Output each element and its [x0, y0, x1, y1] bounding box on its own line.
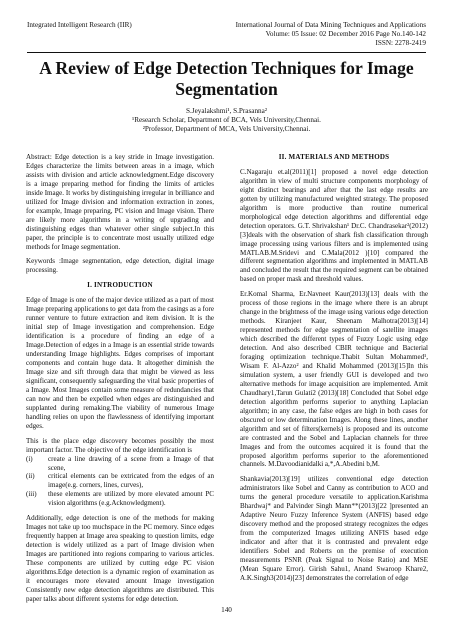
journal-header-right: International Journal of Data Mining Techniques and Applications Volume: 05 Issue: 02 December 2016 Page No.140-142 ISSN: 2278-2419	[235, 21, 426, 47]
paper-title: A Review of Edge Detection Techniques for Image Segmentation	[39, 58, 414, 99]
list-item-text: create a line drawing of a scene from a Image of that scene,	[48, 454, 214, 472]
objective-list	[26, 455, 214, 509]
methods-paragraph-3: Shankavia(2013)[19] utilizes conventional edge detection administrators like Sobel and Canny as contribution to ACO and turns the general procedure versatile to application.Karishma Bhardwaj* and Palvinder Singh Mann**(2013)[22 ]presented an Adaptive Neuro Fuzzy Inference System (ANFIS) based edge discovery method and the proposed strategy recognizes the edges from the computerized Images utilizing ANFIS based edge indicator and after that it is contrasted and prevalent edge identifiers Sobel and Roberts on the premise of execution measurements PSNR (Peak Signal to Noise Ratio) and MSE (Mean Square Error). Girish Sahu1, Anand Swaroop Khare2, A.K.Singh3(2014)[23] demonstrates the correlation of edge	[240, 475, 428, 582]
author-block	[27, 107, 426, 135]
list-item	[26, 455, 214, 473]
author-affiliation-2: ²Professor, Department of MCA, Vels University,Chennai.	[142, 125, 311, 134]
section-heading-materials-methods: II. MATERIALS AND METHODS	[278, 153, 390, 161]
abstract: Abstract: Edge detection is a key stride in Image investigation. Edges characterize the limits between areas in a image, which assists with division and article acknowledgment.Edge discovery is a image preparing method for finding the limits of articles inside Image. It works by distinguishing irregular in brilliance and utilized for Image division and information extraction in zones, for example, Image preparing, PC vision and Image vision. There are likely more algorithms in a writing of upgrading and distinguishing edges than whatever other single subject.In this paper, the principle is to concentrate most usually utilized edge methods for Image segmentation.	[26, 153, 214, 251]
list-item	[26, 490, 214, 508]
list-item-number: (i)	[26, 454, 33, 463]
list-item-text: these elements are utilized by more elevated amount PC vision algorithms (e.g.Acknowledgment).	[48, 490, 214, 508]
list-item-number: (ii)	[26, 472, 35, 481]
left-column	[26, 153, 214, 610]
intro-paragraph-1: Edge of Image is one of the major device utilized as a part of most Image preparing applications to get data from the casings as a fore runner venture to future extraction and item division. It is the initial step of Image investigation and comprehension. Edge identification is a procedure of finding an edge of a Image.Detection of edges in a Image is an essential stride towards understanding Image highlights. Edges comprises of important components and contain huge data. It altogether diminish the Image size and sift through data that might be viewed as less significant, consequently safeguarding the vital basic properties of a Image. Most Images contain some measure of redundancies that can now and then be expelled when edges are distinguished and supplanted during remaking.The viability of numerous Image handling relies on upon the flawlessness of identifying important edges.	[26, 296, 214, 430]
methods-paragraph-1: C.Nagaraju et.al(2011)[1] proposed a novel edge detection algorithm in view of multi structure components morphology of eight distinct bearings and after that the last edge results are gotten by utilizing manufactured weighted strategy. The proposed algorithm is more productive than routine numerical morphological edge detection algorithms and differential edge detection operators. G.T. Shrivakshan¹ Dr.C. Chandrasekar²(2012)[3]deals with the observation of shark fish classification through image processing using various filters and is implemented using MATLAB.M.Sridevi and C.Mala(2012 )[10] compared the different segmentation algorithms and implemented in MATLAB and concluded the result that the required segment can be obtained based on proper mask and threshold values.	[240, 167, 428, 284]
section-heading-introduction: I. INTRODUCTION	[87, 281, 153, 290]
author-names: S.Jeyalakshmi¹, S.Prasanna²	[186, 107, 267, 115]
list-item-text: critical elements can be extricated from the edges of an image(e.g. corners, lines, curves),	[48, 472, 214, 490]
page-number: 140	[221, 606, 232, 614]
intro-paragraph-3: Additionally, edge detection is one of the methods for making Images not take up too muchspace in the PC memory. Since edges frequently happen at Image area speaking to question limits, edge detection is widely utilized as a part of Image division when Images are partitioned into regions comparing to various articles. These components are utilized by cutting edge PC vision algorithms.Edge detection is a dynamic region of examination as it encourages more elevated amount Image investigation Consistently new edge detection algorithms are distributed. This paper talks about different systems for edge detection.	[26, 514, 214, 603]
list-item	[26, 472, 214, 490]
journal-header-left: Integrated Intelligent Research (IIR)	[27, 21, 132, 29]
header-rule	[27, 52, 426, 53]
right-column	[240, 153, 428, 589]
keywords: Keywords :Image segmentation, edge detection, digital image processing.	[26, 257, 214, 275]
methods-paragraph-2: Er.Komal Sharma, Er.Navneet Kaur(2013)[13] deals with the process of those regions in the image where there is an abrupt change in the brightness of the image using various edge detection methods. Kiranjeet Kaur, Sheenam Malhotra(2013)[14] represented methods for edge segmentation of satellite images which described the different types of Fuzzy Logic using edge detection. And also described CBIR technique and Bacterial foraging optimization technique.Thabit Sultan Mohammed¹, Wisam F. Al-Azzo² and Khalid Mohammed (2013)[15]In this simulation system, a user friendly GUI is developed and two alternative methods for image acquisition are implemented. Amit Chaudhary1,Tarun Gulati2 (2013)[18] Concluded that Sobel edge detection algorithm performs superior to anything Laplacian algorithm; in any case, the false edges are high in both cases for obscured or low determination Images. Along these lines, another algorithm and set of filters(kernels) is proposed and its outcome are contrasted and the Sobel and Laplacian channels for three Images and from the outcomes acquired it is found that the proposed algorithm performs superior to the aforementioned channels. M.Davoodianidalki a,*,A.Abedini b,M.	[240, 290, 428, 469]
list-item-number: (iii)	[26, 490, 37, 499]
intro-paragraph-2: This is the place edge discovery becomes possibly the most important factor. The objective of the edge identification is	[26, 436, 214, 454]
author-affiliation-1: ¹Research Scholar, Department of BCA, Vels University,Chennai.	[132, 116, 321, 125]
